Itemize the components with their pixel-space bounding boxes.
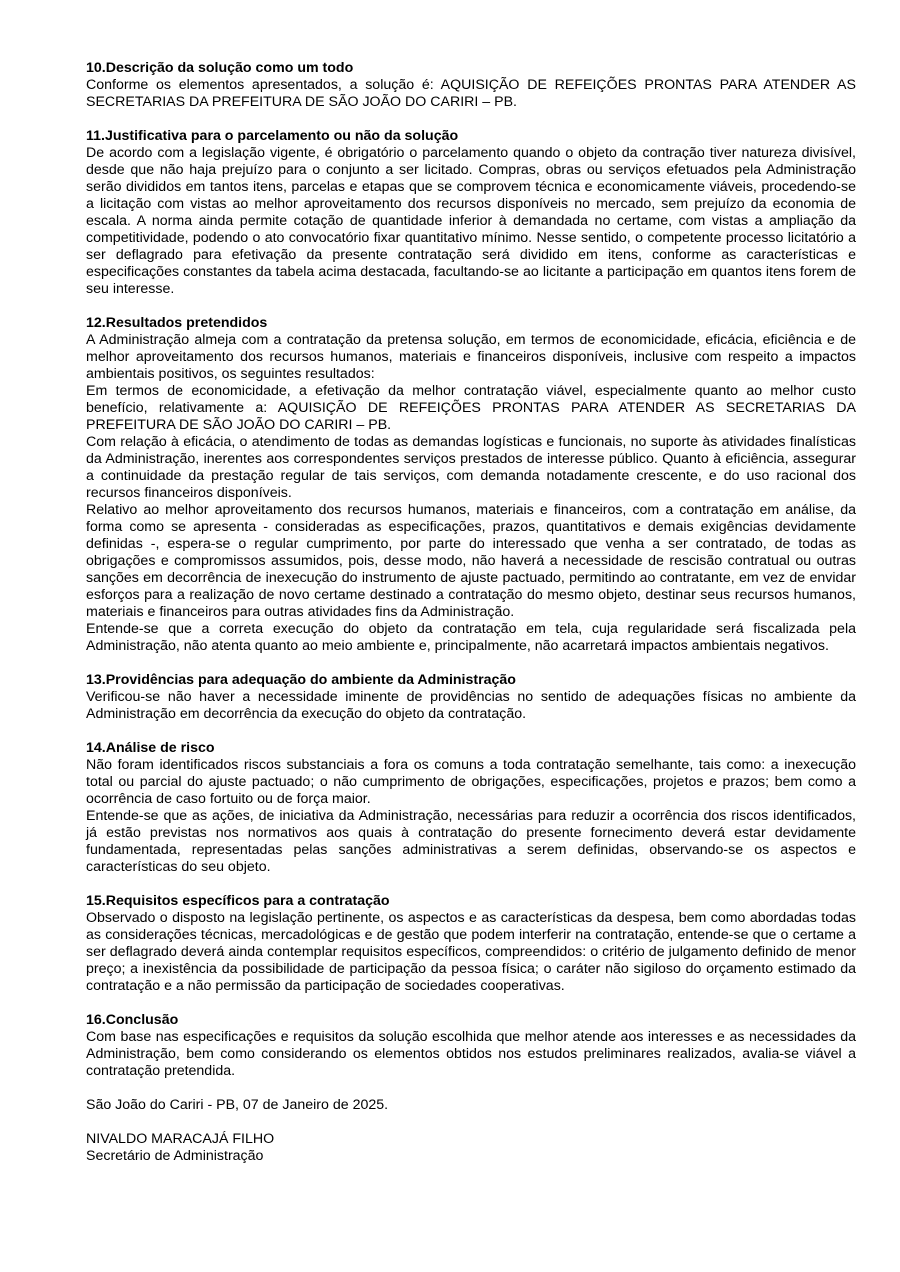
section-paragraph: Entende-se que a correta execução do objeto da contratação em tela, cuja regularidade será fiscalizada pela Administração, não atenta quanto ao meio ambiente e, principalmente, não acarretará impactos ambientais negativos.: [86, 621, 856, 654]
signature-block: [86, 1131, 856, 1165]
document-page: [86, 60, 856, 1165]
section-10: [86, 60, 856, 111]
section-heading: 15.Requisitos específicos para a contratação: [86, 893, 390, 909]
section-13: [86, 672, 856, 723]
section-12: [86, 315, 856, 655]
section-paragraph: Relativo ao melhor aproveitamento dos recursos humanos, materiais e financeiros, com a contratação em análise, da forma como se apresenta - consideradas as especificações, prazos, quantitativos e demais exigências devidamente definidas -, espera-se o regular cumprimento, por parte do interessado que venha a ser contratado, de todas as obrigações e compromissos assumidos, pois, desse modo, não haverá a necessidade de rescisão contratual ou outras sanções em decorrência de inexecução do instrumento de ajuste pactuado, permitindo ao contratante, em vez de envidar esforços para a realização de novo certame destinado a contratação do mesmo objeto, destinar seus recursos humanos, materiais e financeiros para outras atividades fins da Administração.: [86, 502, 856, 620]
section-heading: 14.Análise de risco: [86, 740, 215, 756]
section-heading: 12.Resultados pretendidos: [86, 315, 268, 331]
section-heading: 10.Descrição da solução como um todo: [86, 60, 354, 76]
section-paragraph: Em termos de economicidade, a efetivação da melhor contratação viável, especialmente quanto ao melhor custo benefício, relativamente a: AQUISIÇÃO DE REFEIÇÕES PRONTAS PARA ATENDER AS SECRETARIAS DA PREFEITURA DE SÃO JOÃO DO CARIRI – PB.: [86, 383, 856, 433]
section-paragraph: Conforme os elementos apresentados, a solução é: AQUISIÇÃO DE REFEIÇÕES PRONTAS PARA ATENDER AS SECRETARIAS DA PREFEITURA DE SÃO JOÃO DO CARIRI – PB.: [86, 77, 856, 110]
section-paragraph: De acordo com a legislação vigente, é obrigatório o parcelamento quando o objeto da contração tiver natureza divisível, desde que não haja prejuízo para o conjunto a ser licitado. Compras, obras ou serviços efetuados pela Administração serão divididos em tantos itens, parcelas e etapas que se comprovem técnica e economicamente viáveis, procedendo-se a licitação com vistas ao melhor aproveitamento dos recursos disponíveis no mercado, sem prejuízo da economia de escala. A norma ainda permite cotação de quantidade inferior à demandada no certame, com vistas a ampliação da competitividade, podendo o ato convocatório fixar quantitativo mínimo. Nesse sentido, o competente processo licitatório a ser deflagrado para efetivação da presente contratação será dividido em itens, conforme as características e especificações constantes da tabela acima destacada, facultando-se ao licitante a participação em quantos itens forem de seu interesse.: [86, 145, 856, 297]
section-16: [86, 1012, 856, 1080]
section-heading: 16.Conclusão: [86, 1012, 179, 1028]
section-paragraph: A Administração almeja com a contratação da pretensa solução, em termos de economicidade, eficácia, eficiência e de melhor aproveitamento dos recursos humanos, materiais e financeiros disponíveis, inclusive com respeito a impactos ambientais positivos, os seguintes resultados:: [86, 332, 856, 382]
section-paragraph: Entende-se que as ações, de iniciativa da Administração, necessárias para reduzir a ocorrência dos riscos identificados, já estão previstas nos normativos aos quais à contratação do presente fornecimento deverá estar devidamente fundamentada, representadas pelas sanções administrativas a serem definidas, observando-se os aspectos e características do seu objeto.: [86, 808, 856, 875]
section-14: [86, 740, 856, 876]
section-15: [86, 893, 856, 995]
signer-role: Secretário de Administração: [86, 1148, 264, 1164]
section-paragraph: Com base nas especificações e requisitos da solução escolhida que melhor atende aos interesses e as necessidades da Administração, bem como considerando os elementos obtidos nos estudos preliminares realizados, avalia-se viável a contratação pretendida.: [86, 1029, 856, 1079]
section-paragraph: Observado o disposto na legislação pertinente, os aspectos e as características da despesa, bem como abordadas todas as considerações técnicas, mercadológicas e de gestão que podem interferir na contratação, entende-se que o certame a ser deflagrado deverá ainda contemplar requisitos específicos, compreendidos: o critério de julgamento definido de menor preço; a inexistência da possibilidade de participação da pessoa física; o caráter não sigiloso do orçamento estimado da contratação e a não permissão da participação de sociedades cooperativas.: [86, 910, 856, 994]
closing-block: [86, 1097, 856, 1165]
section-heading: 11.Justificativa para o parcelamento ou não da solução: [86, 128, 459, 144]
section-11: [86, 128, 856, 298]
signer-name: NIVALDO MARACAJÁ FILHO: [86, 1131, 275, 1147]
section-paragraph: Verificou-se não haver a necessidade iminente de providências no sentido de adequações físicas no ambiente da Administração em decorrência da execução do objeto da contratação.: [86, 689, 856, 722]
section-paragraph: Com relação à eficácia, o atendimento de todas as demandas logísticas e funcionais, no suporte às atividades finalísticas da Administração, inerentes aos correspondentes serviços prestados de interesse público. Quanto à eficiência, assegurar a continuidade da prestação regular de tais serviços, com demanda notadamente crescente, e do uso racional dos recursos financeiros disponíveis.: [86, 434, 856, 501]
section-heading: 13.Providências para adequação do ambiente da Administração: [86, 672, 516, 688]
section-paragraph: Não foram identificados riscos substanciais a fora os comuns a toda contratação semelhante, tais como: a inexecução total ou parcial do ajuste pactuado; o não cumprimento de obrigações, especificações, projetos e prazos; bem como a ocorrência de caso fortuito ou de força maior.: [86, 757, 856, 807]
document-sections: [86, 60, 856, 1080]
place-and-date: São João do Cariri - PB, 07 de Janeiro de 2025.: [86, 1097, 389, 1113]
